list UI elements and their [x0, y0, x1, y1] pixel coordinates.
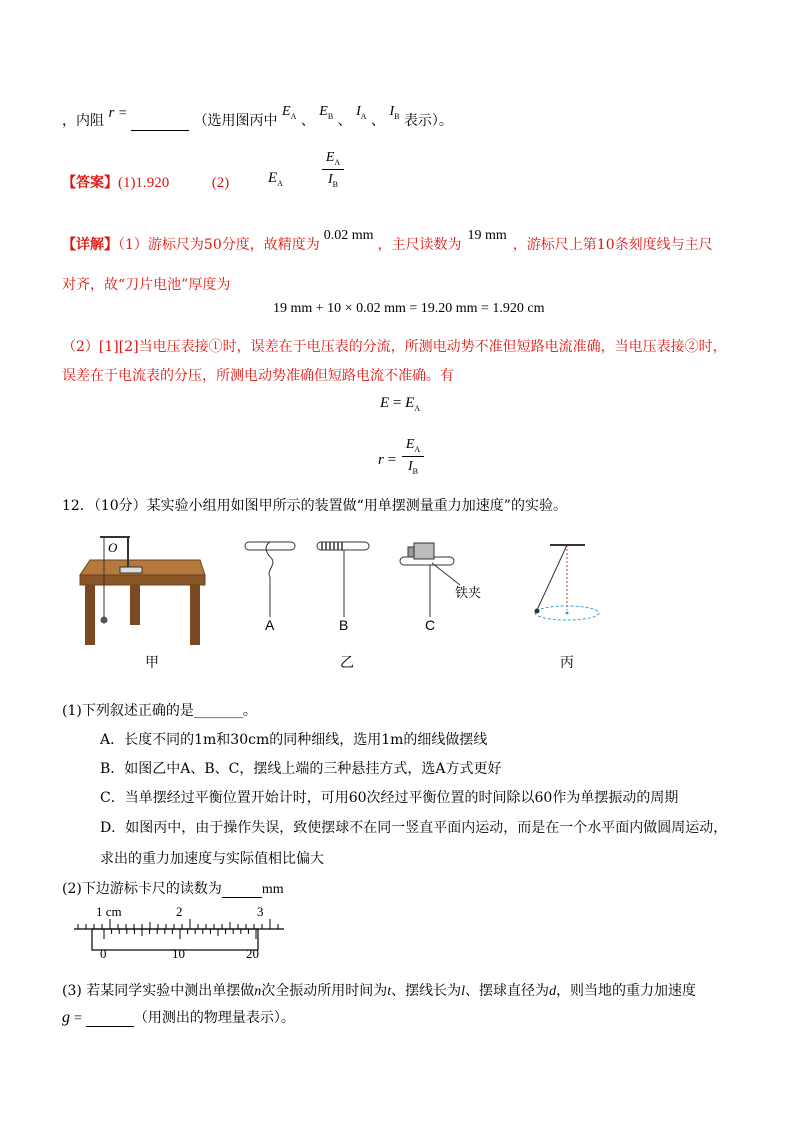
point-O-label: O [108, 540, 118, 555]
question-1: (1)下列叙述正确的是_______。 [62, 703, 257, 719]
answer-blank-caliper[interactable] [222, 883, 262, 898]
r-symbol: r [108, 105, 115, 121]
suspension-C-clamp [400, 543, 460, 617]
label-B: B [339, 617, 349, 633]
table-stand-figure [80, 537, 205, 645]
answer-2-value: $E_A$ [268, 170, 283, 188]
option-B[interactable]: B．如图乙中A、B、C，摆线上端的三种悬挂方式，选A方式更好 [100, 761, 502, 777]
vernier-caliper [64, 900, 304, 960]
main-scale-label-2: 2 [176, 904, 183, 919]
internal-resistance-line: ，内阻 r = （选用图丙中 $E_A$ 、 $E_B$ 、 $I_A$ 、 $I_B$ 表示）。 [62, 104, 453, 129]
option-A[interactable]: A．长度不同的1m和30cm的同种细线，选用1m的细线做摆线 [100, 732, 488, 748]
answer-blank-r[interactable] [131, 118, 189, 131]
vernier-label-10: 10 [172, 946, 185, 960]
main-scale-label-1: 1 cm [96, 904, 122, 919]
question-3-line-2: g = （用测出的物理量表示）。 [62, 1009, 295, 1026]
answer-line: 【答案】(1)1.920 (2) [62, 175, 230, 191]
label-C: C [425, 617, 436, 633]
clamp-label: 铁夹 [455, 586, 482, 601]
option-D-continued: 求出的重力加速度与实际值相比偏大 [100, 851, 324, 867]
explanation-line-1: 【详解】（1）游标尺为50分度，故精度为0.02 mm，主尺读数为19 mm，游标尺上第10条刻度线与主尺 [62, 228, 713, 253]
explanation-line-2: 对齐，故“刀片电池”厚度为 [62, 277, 231, 293]
label-bing: 丙 [560, 655, 574, 671]
main-scale-label-3: 3 [257, 904, 264, 919]
resistance-equation-lhs: r = [378, 452, 397, 468]
pendulum-figure [0, 525, 800, 665]
label-yi: 乙 [340, 655, 354, 671]
vernier-label-0: 0 [100, 946, 107, 960]
question-12-stem: 12．（10分）某实验小组用如图甲所示的装置做“用单摆测量重力加速度”的实验。 [62, 498, 567, 514]
label-jia: 甲 [145, 655, 159, 671]
emf-equation: $E = E_A$ [380, 395, 421, 413]
explanation-line-3: （2）[1][2]当电压表接①时，误差在于电压表的分流，所测电动势不准但短路电流准确，当电压表接②时， [62, 339, 727, 355]
conical-pendulum-figure [535, 545, 600, 620]
vernier-label-20: 20 [246, 946, 259, 960]
answer-2-fraction: $E_A$ $I_B$ [322, 150, 344, 189]
thickness-formula: 19 mm + 10 × 0.02 mm = 19.20 mm = 1.920 cm [273, 301, 545, 316]
label-A: A [265, 617, 275, 633]
suspension-B [317, 542, 369, 617]
resistance-fraction: $E_A$ $I_B$ [402, 437, 424, 476]
option-D[interactable]: D．如图丙中，由于操作失误，致使摆球不在同一竖直平面内运动，而是在一个水平面内做圆周运动， [100, 820, 728, 836]
question-3-line-1: (3) 若某同学实验中测出单摆做n次全振动所用时间为t、摆线长为l、摆球直径为d，则当地的重力加速度 [62, 983, 697, 999]
answer-blank-g[interactable] [86, 1012, 134, 1027]
option-C[interactable]: C．当单摆经过平衡位置开始计时，可用60次经过平衡位置的时间除以60作为单摆振动的周期 [100, 790, 679, 806]
question-2: (2)下边游标卡尺的读数为 mm [62, 881, 284, 897]
suspension-A [245, 542, 295, 617]
explanation-line-4: 误差在于电流表的分压，所测电动势准确但短路电流不准确。有 [62, 368, 454, 384]
